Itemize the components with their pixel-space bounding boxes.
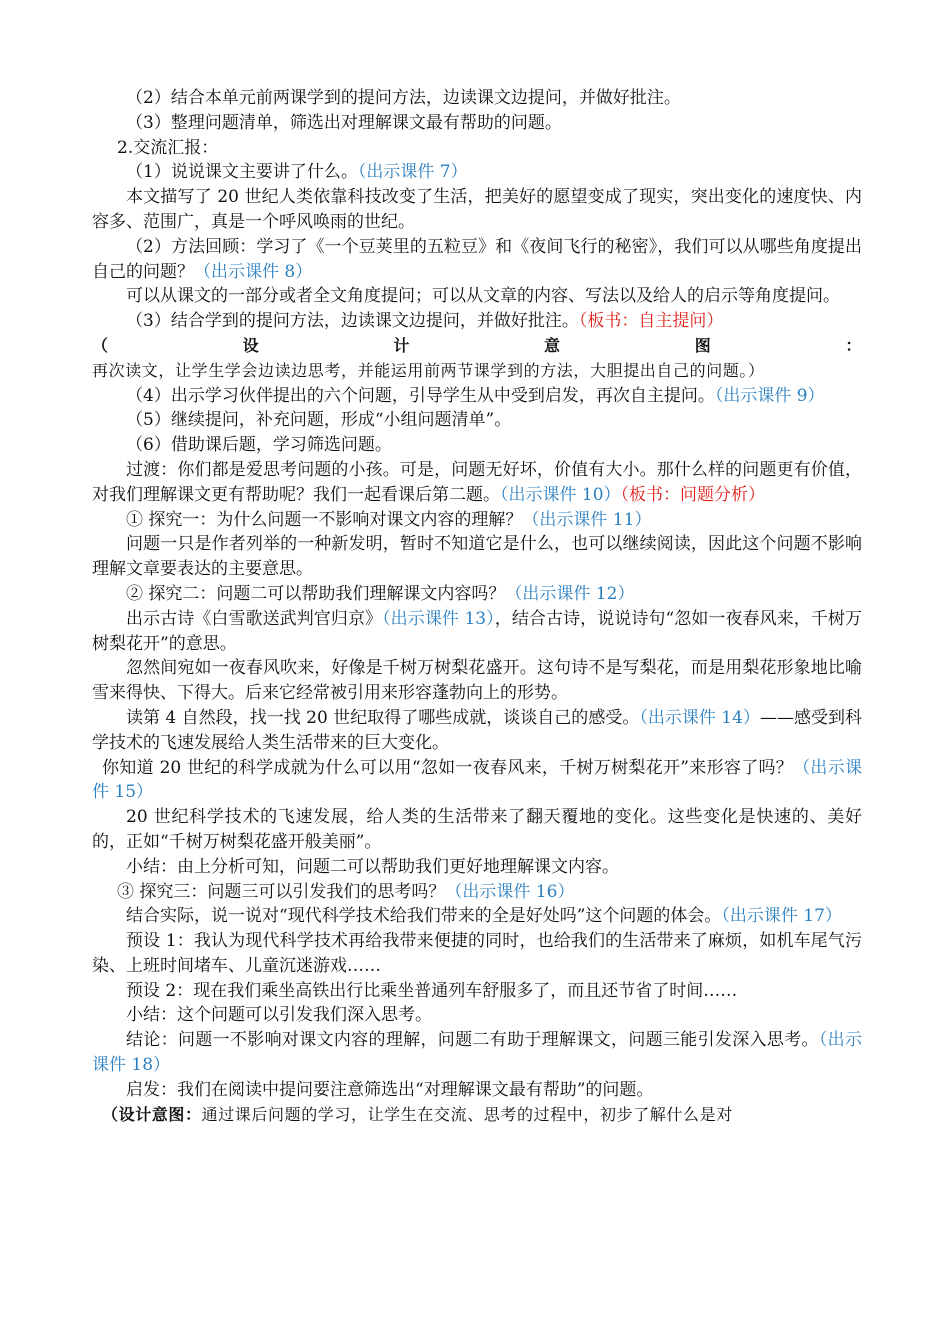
line-text: 出示古诗《白雪歌送武判官归京》: [126, 608, 383, 629]
paragraph: [92, 1003, 862, 1028]
line-text: 20 世纪科学技术的飞速发展，给人类的生活带来了翻天覆地的变化。这些变化是快速的、美好的，正如“千树万树梨花盛开般美丽”。: [92, 807, 862, 852]
paragraph: [92, 384, 862, 409]
courseware-ref: （出示课件 12）: [505, 583, 635, 604]
courseware-ref: （出示课件 9）: [714, 385, 825, 406]
line-text: 忽然间宛如一夜春风吹来，好像是千树万树梨花盛开。这句诗不是写梨花，而是用梨花形象地比喻雪来得快、下得大。后来它经常被引用来形容蓬勃向上的形势。: [92, 658, 862, 704]
paragraph: [92, 1078, 862, 1103]
line-text: ③ 探究三：问题三可以引发我们的思考吗？: [117, 881, 446, 902]
paragraph: [92, 433, 862, 458]
line-text: 小结：这个问题可以引发我们深入思考。: [126, 1005, 432, 1026]
paragraph: [92, 185, 862, 235]
design-intent-label: （设计意图：: [102, 1104, 202, 1124]
line-text: 再次读文，让学生学会边读边思考，并能运用前两节课学到的方法，大胆提出自己的问题。）: [92, 360, 765, 380]
paragraph: [92, 532, 862, 582]
courseware-ref: （出示课件 7）: [357, 162, 468, 183]
line-text: （6）借助课后题，学习筛选问题。: [126, 435, 392, 456]
courseware-ref: （出示课件 8）: [194, 261, 313, 282]
paragraph: [92, 929, 862, 979]
courseware-ref: （出示课件 15）: [92, 757, 862, 803]
paragraph: [92, 1028, 862, 1078]
paragraph: [92, 656, 862, 706]
line-text: 可以从课文的一部分或者全文角度提问；可以从文章的内容、写法以及给人的启示等角度提问。: [126, 286, 840, 307]
paragraph: [92, 904, 862, 929]
line-text: ② 探究二：问题二可以帮助我们理解课文内容吗？: [126, 583, 506, 604]
courseware-ref: （出示课件 17）: [721, 906, 842, 927]
line-text: ，结合古诗，说说诗句“忽如一夜春风来，千树万树梨花开”的意思。: [92, 608, 862, 654]
paragraph: [92, 805, 862, 855]
line-text: ——感受到科学技术的飞速发展给人类生活带来的巨大变化。: [92, 707, 862, 753]
line-text: 读第 4 自然段，找一找 20 世纪取得了哪些成就，谈谈自己的感受。: [126, 707, 640, 728]
line-text: ① 探究一：为什么问题一不影响对课文内容的理解？: [126, 509, 523, 530]
line-text: 结论：问题一不影响对课文内容的理解，问题二有助于理解课文，问题三能引发深入思考。: [126, 1030, 819, 1051]
courseware-ref: （出示课件 11）: [522, 509, 652, 530]
paragraph: [92, 855, 862, 880]
line-text: （3）整理问题清单，筛选出对理解课文最有帮助的问题。: [126, 112, 562, 133]
line-text: 过渡：你们都是爱思考问题的小孩。可是，问题无好坏，价值有大小。那什么样的问题更有价值，对我们理解课文更有帮助呢？我们一起看课后第二题。: [92, 459, 862, 505]
courseware-ref: （出示课件 10）: [500, 484, 621, 505]
paragraph: [92, 86, 862, 111]
line-text: 你知道 20 世纪的科学成就为什么可以用“忽如一夜春风来，千树万树梨花开”来形容了吗？: [102, 757, 794, 778]
line-text: 小结：由上分析可知，问题二可以帮助我们更好地理解课文内容。: [126, 856, 619, 877]
paragraph: [92, 408, 862, 433]
line-text: （2）结合本单元前两课学到的提问方法，边读课文边提问，并做好批注。: [126, 88, 681, 108]
line-text: （3）结合学到的提问方法，边读课文边提问，并做好批注。: [126, 311, 579, 332]
section-heading: [92, 136, 862, 161]
line-text: 结合实际，说一说对“现代科学技术给我们带来的全是好处吗”这个问题的体会。: [126, 906, 722, 927]
line-text: 预设 2：现在我们乘坐高铁出行比乘坐普通列车舒服多了，而且还节省了时间……: [126, 980, 738, 1001]
design-intent-label: （设计意图：: [92, 335, 862, 355]
line-text: 问题一只是作者列举的一种新发明，暂时不知道它是什么，也可以继续阅读，因此这个问题不影响理解文章要表达的主要意思。: [92, 534, 862, 580]
paragraph: [92, 235, 862, 285]
blackboard-note: （板书：问题分析）: [620, 484, 766, 505]
paragraph: [92, 458, 862, 508]
paragraph: [92, 979, 862, 1004]
line-text: （4）出示学习伙伴提出的六个问题，引导学生从中受到启发，再次自主提问。: [126, 385, 715, 406]
line-text: 本文描写了 20 世纪人类依靠科技改变了生活，把美好的愿望变成了现实，突出变化的速度快、内容多、范围广，真是一个呼风唤雨的世纪。: [92, 187, 862, 232]
design-intent: [92, 1103, 862, 1128]
courseware-ref: （出示课件 13）: [382, 608, 495, 629]
courseware-ref: （出示课件 14）: [639, 707, 760, 728]
blackboard-note: （板书：自主提问）: [578, 311, 724, 332]
paragraph: [92, 309, 862, 334]
line-text: （1）说说课文主要讲了什么。: [126, 162, 358, 183]
line-text: （2）方法回顾：学习了《一个豆荚里的五粒豆》和《夜间飞行的秘密》，我们可以从哪些角度提出自己的问题？: [92, 236, 862, 282]
document-body: [92, 86, 862, 1127]
line-text: 预设 1：我认为现代科学技术再给我带来便捷的同时，也给我们的生活带来了麻烦，如机车尾气污染、上班时间堵车、儿童沉迷游戏……: [92, 931, 862, 976]
courseware-ref: （出示课件 18）: [92, 1030, 863, 1076]
paragraph: [92, 706, 862, 756]
line-text: （5）继续提问，补充问题，形成“小组问题清单”。: [126, 410, 512, 431]
line-text: 启发：我们在阅读中提问要注意筛选出“对理解课文最有帮助”的问题。: [126, 1079, 654, 1100]
paragraph: [92, 756, 862, 806]
paragraph: [92, 607, 862, 657]
design-intent: [92, 334, 862, 384]
paragraph: [92, 880, 862, 905]
paragraph: [92, 582, 862, 607]
paragraph: [92, 160, 862, 185]
line-text: 2.交流汇报：: [117, 137, 219, 158]
paragraph: [92, 284, 862, 309]
paragraph: [92, 508, 862, 533]
line-text: 通过课后问题的学习，让学生在交流、思考的过程中，初步了解什么是对: [201, 1104, 733, 1124]
courseware-ref: （出示课件 16）: [445, 881, 575, 902]
paragraph: [92, 111, 862, 136]
